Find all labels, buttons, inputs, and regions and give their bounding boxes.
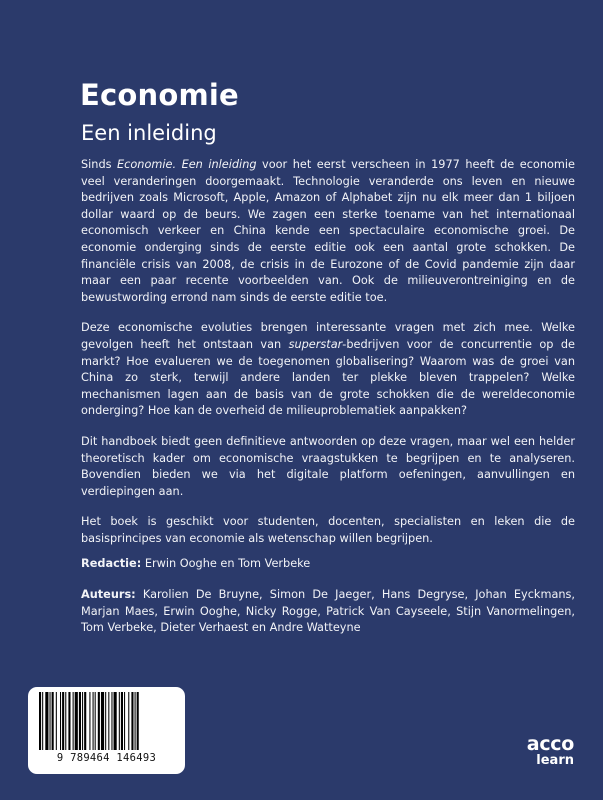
barcode-label (28, 687, 185, 774)
blurb-paragraph-1: Sinds Economie. Een inleiding voor het eerst verscheen in 1977 heeft de economie veel veranderingen doorgemaakt. Technologie veranderde ons leven en nieuwe bedrijven zoals Microsoft, Apple, Amazon of Alphabet zijn nu elk meer dan 1 biljoen dollar waard op de beurs. We zagen een sterke toename van het internationaal economisch verkeer en China kende een spectaculaire economische groei. De economie onderging sinds de eerste editie ook een aantal grote schokken. De financiële crisis van 2008, de crisis in de Eurozone of de Covid pandemie zijn daar maar een paar recente voorbeelden van. Ook de milieuverontreiniging en de bewustwording errond nam sinds de eerste editie toe. (81, 158, 575, 304)
emphasis-subtitle: Een inleiding (181, 158, 257, 171)
authors-names: Karolien De Bruyne, Simon De Jaeger, Hans Degryse, Johan Eyckmans, Marjan Maes, Erwin Ooghe, Nicky Rogge, Patrick Van Cayseele, Stijn Vanormelingen, Tom Verbeke, Dieter Verhaest en Andre Watteyne (81, 588, 576, 635)
emphasis-superstar: superstar (288, 337, 343, 351)
isbn-number: 9 789464 146493 (56, 752, 157, 764)
blurb-paragraph-2: Deze economische evoluties brengen interessante vragen met zich mee. Welke gevolgen heeft het ontstaan van superstar-bedrijven voor de concurrentie op de markt? Hoe evalueren we de toegenomen globalisering? Waarom was de groei van China zo sterk, terwijl andere landen ter plekke bleven trappelen? Welke mechanismen lagen aan de basis van de grote schokken die de wereldeconomie onderging? Hoe kan de overheid de milieuproblematiek aanpakken? (81, 321, 575, 418)
blurb-paragraph-3: Dit handboek biedt geen definitieve antwoorden op deze vragen, maar wel een helder theoretisch kader om economische vraagstukken te begrijpen en te analyseren. Bovendien bieden we via het digitale platform oefeningen, aanvullingen en verdiepingen aan. (81, 434, 575, 498)
emphasis-title: Economie (117, 158, 173, 171)
book-title: Economie (80, 78, 239, 112)
editors-label: Redactie: (81, 557, 142, 571)
publisher-logo (506, 735, 574, 767)
authors-label: Auteurs: (81, 588, 136, 602)
editors-credit (81, 556, 575, 573)
authors-credit (81, 587, 575, 637)
blurb-paragraph-4: Het boek is geschikt voor studenten, docenten, specialisten en leken die de basisprincipes van economie als wetenschap willen begrijpen. (81, 515, 575, 545)
editors-names: Erwin Ooghe en Tom Verbeke (144, 557, 311, 571)
publisher-logo-line2: learn (536, 753, 574, 768)
book-subtitle: Een inleiding (81, 121, 217, 145)
barcode-icon (38, 692, 175, 750)
blurb (81, 157, 575, 651)
publisher-logo-line1: acco (526, 733, 574, 755)
